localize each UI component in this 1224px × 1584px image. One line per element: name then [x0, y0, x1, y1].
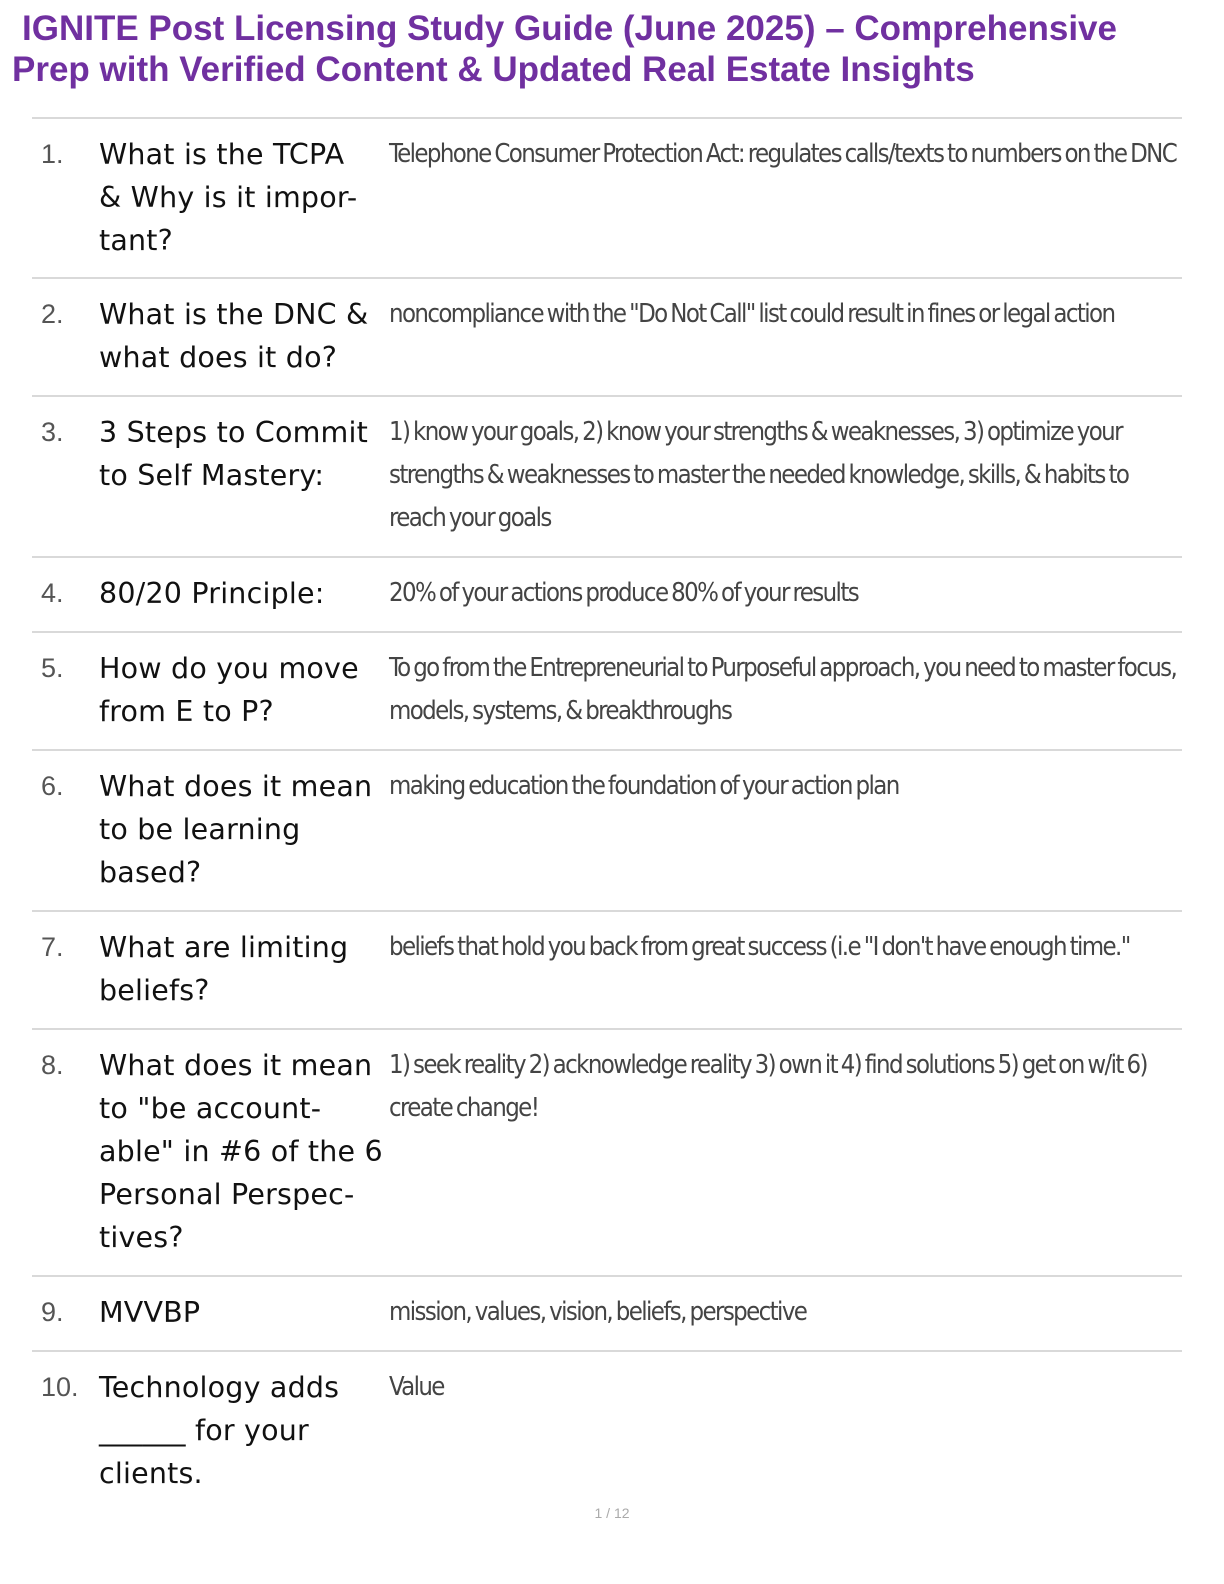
row-definition: 1) know your goals, 2) know your strengths & weaknesses, 3) optimize your strengths & weaknesses to master the needed knowledge, skills, & habits to reach your goals	[389, 417, 1129, 533]
table-row	[32, 633, 1182, 751]
row-number: 10.	[41, 1372, 79, 1402]
row-definition: 20% of your actions produce 80% of your results	[389, 578, 859, 608]
row-term: What does it mean to be learning based?	[99, 770, 373, 889]
row-number: 4.	[41, 578, 64, 608]
row-term: What is the DNC & what does it do?	[99, 298, 369, 374]
row-definition: mission, values, vision, beliefs, perspective	[389, 1297, 807, 1327]
row-number: 2.	[41, 299, 64, 329]
table-row	[32, 119, 1182, 279]
row-number: 3.	[41, 417, 64, 447]
row-term: What does it mean to "be account- able" in #6 of the 6 Personal Perspec- tives?	[99, 1049, 383, 1254]
document-title-line-1: IGNITE Post Licensing Study Guide (June 2025) – Comprehensive	[22, 9, 1117, 48]
page-number: 1 / 12	[594, 1505, 630, 1521]
table-row	[32, 558, 1182, 633]
row-term: What are limiting beliefs?	[99, 931, 349, 1007]
row-definition: beliefs that hold you back from great success (i.e "I don't have enough time."	[389, 932, 1130, 962]
study-guide-table	[32, 117, 1182, 1511]
row-number: 1.	[41, 139, 64, 169]
table-row	[32, 397, 1182, 558]
row-definition: making education the foundation of your action plan	[389, 771, 899, 801]
row-term: How do you move from E to P?	[99, 652, 359, 728]
row-number: 8.	[41, 1050, 64, 1080]
table-row	[32, 751, 1182, 912]
row-term: Technology adds ______ for your clients.	[99, 1371, 340, 1490]
row-number: 9.	[41, 1297, 64, 1327]
row-number: 7.	[41, 932, 64, 962]
row-definition: Value	[389, 1372, 444, 1402]
table-row	[32, 912, 1182, 1030]
document-title-line-2: Prep with Verified Content & Updated Real Estate Insights	[12, 50, 975, 89]
table-row	[32, 1030, 1182, 1277]
row-number: 6.	[41, 771, 64, 801]
row-definition: 1) seek reality 2) acknowledge reality 3) own it 4) find solutions 5) get on w/it 6) create change!	[389, 1050, 1147, 1123]
row-number: 5.	[41, 653, 64, 683]
row-term: 3 Steps to Commit to Self Mastery:	[99, 416, 369, 492]
row-term: 80/20 Principle:	[99, 577, 325, 610]
row-definition: noncompliance with the "Do Not Call" list could result in fines or legal action	[389, 299, 1115, 329]
document-title	[12, 8, 1212, 90]
row-definition: Telephone Consumer Protection Act: regulates calls/texts to numbers on the DNC	[389, 139, 1177, 169]
row-term: What is the TCPA & Why is it impor- tant?	[99, 138, 358, 257]
table-row	[32, 1277, 1182, 1352]
table-row	[32, 1352, 1182, 1511]
table-row	[32, 279, 1182, 397]
row-definition: To go from the Entrepreneurial to Purposeful approach, you need to master focus, models, systems, & breakthroughs	[389, 653, 1177, 726]
row-term: MVVBP	[99, 1296, 201, 1329]
